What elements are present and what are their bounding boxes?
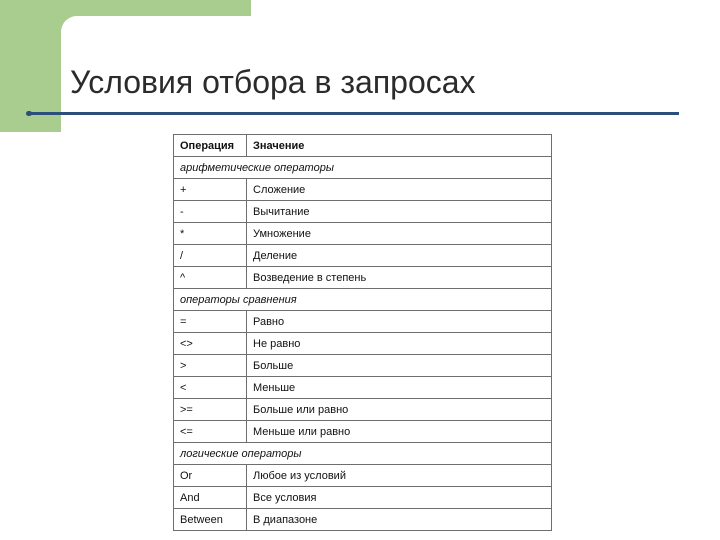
- meaning-cell: Деление: [247, 245, 552, 267]
- meaning-cell: Все условия: [247, 487, 552, 509]
- meaning-cell: Вычитание: [247, 201, 552, 223]
- operator-cell: Or: [174, 465, 247, 487]
- operator-cell: -: [174, 201, 247, 223]
- table-row: [174, 377, 552, 399]
- table-row: [174, 509, 552, 531]
- table-row: [174, 179, 552, 201]
- meaning-cell: Умножение: [247, 223, 552, 245]
- section-row-arithmetic: [174, 157, 552, 179]
- title-underline: [28, 112, 679, 115]
- table-row: [174, 465, 552, 487]
- operator-cell: Between: [174, 509, 247, 531]
- operator-cell: =: [174, 311, 247, 333]
- operator-cell: >=: [174, 399, 247, 421]
- meaning-cell: Любое из условий: [247, 465, 552, 487]
- operator-cell: *: [174, 223, 247, 245]
- operator-cell: +: [174, 179, 247, 201]
- section-label: арифметические операторы: [174, 157, 552, 179]
- table-row: [174, 267, 552, 289]
- meaning-cell: Равно: [247, 311, 552, 333]
- title-underline-cap: [26, 111, 32, 116]
- table-row: [174, 245, 552, 267]
- slide-title: Условия отбора в запросах: [70, 64, 476, 100]
- section-row-comparison: [174, 289, 552, 311]
- table-header-row: [174, 135, 552, 157]
- header-meaning: Значение: [247, 135, 552, 157]
- operator-cell: ^: [174, 267, 247, 289]
- meaning-cell: Меньше или равно: [247, 421, 552, 443]
- table-row: [174, 201, 552, 223]
- section-row-logical: [174, 443, 552, 465]
- table-row: [174, 421, 552, 443]
- operator-cell: <: [174, 377, 247, 399]
- table-row: [174, 333, 552, 355]
- meaning-cell: Сложение: [247, 179, 552, 201]
- operator-cell: <>: [174, 333, 247, 355]
- meaning-cell: В диапазоне: [247, 509, 552, 531]
- meaning-cell: Не равно: [247, 333, 552, 355]
- section-label: операторы сравнения: [174, 289, 552, 311]
- operator-cell: >: [174, 355, 247, 377]
- table-row: [174, 223, 552, 245]
- operator-cell: /: [174, 245, 247, 267]
- table-row: [174, 399, 552, 421]
- table-row: [174, 355, 552, 377]
- table-row: [174, 311, 552, 333]
- meaning-cell: Меньше: [247, 377, 552, 399]
- table-row: [174, 487, 552, 509]
- meaning-cell: Больше: [247, 355, 552, 377]
- meaning-cell: Возведение в степень: [247, 267, 552, 289]
- section-label: логические операторы: [174, 443, 552, 465]
- operator-cell: And: [174, 487, 247, 509]
- operators-table: [173, 134, 552, 531]
- meaning-cell: Больше или равно: [247, 399, 552, 421]
- header-operation: Операция: [174, 135, 247, 157]
- operator-cell: <=: [174, 421, 247, 443]
